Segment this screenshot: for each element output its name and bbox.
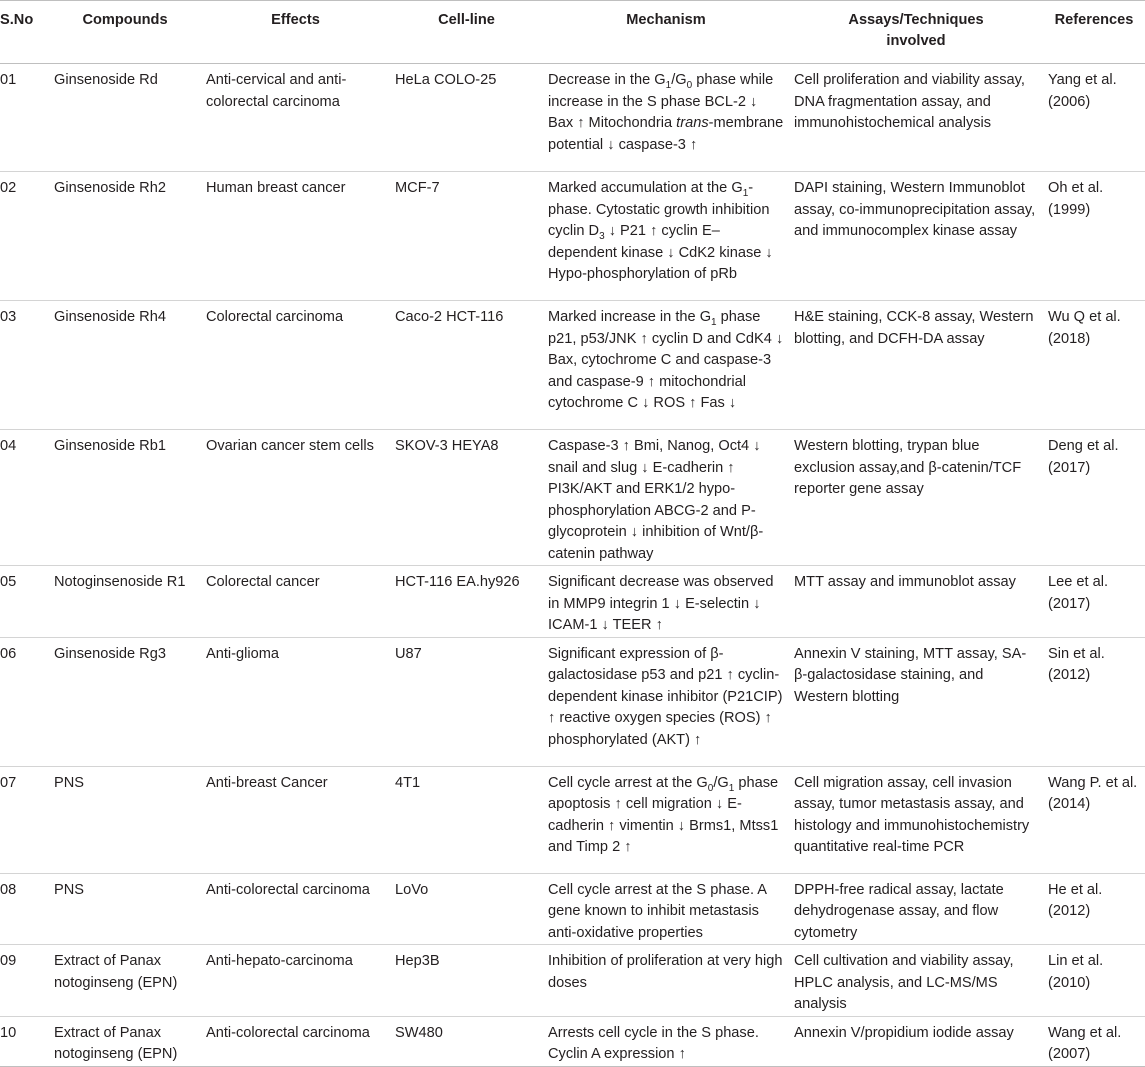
- cell-sno: 03: [0, 301, 49, 430]
- cell-compound: Ginsenoside Rd: [49, 64, 201, 172]
- cell-references: He et al. (2012): [1043, 873, 1145, 945]
- table-row: [0, 172, 1145, 301]
- cell-effects: Anti-hepato-carcinoma: [201, 945, 390, 1017]
- cell-sno: 04: [0, 430, 49, 566]
- cell-cell-line: 4T1: [390, 766, 543, 873]
- cell-references: Sin et al. (2012): [1043, 637, 1145, 766]
- cell-assays: Annexin V staining, MTT assay, SA-β-galactosidase staining, and Western blotting: [789, 637, 1043, 766]
- cell-effects: Colorectal cancer: [201, 566, 390, 638]
- cell-compound: Ginsenoside Rh2: [49, 172, 201, 301]
- cell-cell-line: Hep3B: [390, 945, 543, 1017]
- cell-effects: Anti-cervical and anti-colorectal carcinoma: [201, 64, 390, 172]
- cell-mechanism: Marked increase in the $G_1$ phase p21, p53/JNK ↑ cyclin D and CdK4 ↓ Bax, cytochrome C and caspase-3 and caspase-9 ↑ mitochondrial cytochrome C ↓ ROS ↑ Fas ↓: [543, 301, 789, 430]
- header-references: References: [1043, 1, 1145, 64]
- cell-mechanism: Significant expression of β-galactosidase p53 and p21 ↑ cyclin-dependent kinase inhibitor (P21CIP) ↑ reactive oxygen species (ROS) ↑ phosphorylated (AKT) ↑: [543, 637, 789, 766]
- cell-cell-line: U87: [390, 637, 543, 766]
- cell-effects: Human breast cancer: [201, 172, 390, 301]
- cell-sno: 02: [0, 172, 49, 301]
- cell-assays: Western blotting, trypan blue exclusion assay,and β-catenin/TCF reporter gene assay: [789, 430, 1043, 566]
- cell-references: Oh et al. (1999): [1043, 172, 1145, 301]
- cell-effects: Anti-colorectal carcinoma: [201, 1016, 390, 1066]
- cell-sno: 01: [0, 64, 49, 172]
- table-header: [0, 1, 1145, 64]
- header-compounds: Compounds: [49, 1, 201, 64]
- cell-cell-line: SW480: [390, 1016, 543, 1066]
- cell-references: Wu Q et al. (2018): [1043, 301, 1145, 430]
- cell-sno: 06: [0, 637, 49, 766]
- header-assays: [789, 1, 1043, 64]
- header-mechanism: Mechanism: [543, 1, 789, 64]
- cell-mechanism: Cell cycle arrest at the $G_0/G_1$ phase apoptosis ↑ cell migration ↓ E-cadherin ↑ vimentin ↓ Brms1, Mtss1 and Timp 2 ↑: [543, 766, 789, 873]
- cell-assays: Cell proliferation and viability assay, DNA fragmentation assay, and immunohistochemical analysis: [789, 64, 1043, 172]
- cell-mechanism: Significant decrease was observed in MMP9 integrin 1 ↓ E-selectin ↓ ICAM-1 ↓ TEER ↑: [543, 566, 789, 638]
- cell-cell-line: Caco-2 HCT-116: [390, 301, 543, 430]
- cell-cell-line: SKOV-3 HEYA8: [390, 430, 543, 566]
- header-assays-line1: Assays/Techniques: [848, 12, 984, 28]
- cell-references: Wang P. et al. (2014): [1043, 766, 1145, 873]
- cell-compound: Extract of Panax notoginseng (EPN): [49, 1016, 201, 1066]
- header-sno: S.No: [0, 1, 49, 64]
- cell-compound: Ginsenoside Rg3: [49, 637, 201, 766]
- cell-sno: 09: [0, 945, 49, 1017]
- table-row: [0, 64, 1145, 172]
- cell-assays: Annexin V/propidium iodide assay: [789, 1016, 1043, 1066]
- header-cell-line: Cell-line: [390, 1, 543, 64]
- cell-sno: 10: [0, 1016, 49, 1066]
- cell-references: Wang et al. (2007): [1043, 1016, 1145, 1066]
- cell-sno: 08: [0, 873, 49, 945]
- cell-effects: Anti-colorectal carcinoma: [201, 873, 390, 945]
- table-body: [0, 64, 1145, 1067]
- table-row: [0, 566, 1145, 638]
- table-row: [0, 945, 1145, 1017]
- header-assays-line2: involved: [886, 33, 946, 49]
- cell-references: Yang et al. (2006): [1043, 64, 1145, 172]
- cell-mechanism: Decrease in the $G_1/G_0$ phase while increase in the S phase BCL-2 ↓ Bax ↑ Mitochondria trans-membrane potential ↓ caspase-3 ↑: [543, 64, 789, 172]
- cell-sno: 05: [0, 566, 49, 638]
- cell-mechanism: Marked accumulation at the $G_1$-phase. Cytostatic growth inhibition cyclin $D_3$ ↓ P21 ↑ cyclin E–dependent kinase ↓ CdK2 kinase ↓ Hypo-phosphorylation of pRb: [543, 172, 789, 301]
- table-row: [0, 766, 1145, 873]
- cell-effects: Anti-breast Cancer: [201, 766, 390, 873]
- cell-assays: H&E staining, CCK-8 assay, Western blotting, and DCFH-DA assay: [789, 301, 1043, 430]
- cell-effects: Anti-glioma: [201, 637, 390, 766]
- cell-references: Lin et al. (2010): [1043, 945, 1145, 1017]
- cell-effects: Ovarian cancer stem cells: [201, 430, 390, 566]
- cell-references: Deng et al. (2017): [1043, 430, 1145, 566]
- table-row: [0, 301, 1145, 430]
- cell-mechanism: Cell cycle arrest at the S phase. A gene known to inhibit metastasis anti-oxidative properties: [543, 873, 789, 945]
- cell-assays: Cell migration assay, cell invasion assay, tumor metastasis assay, and histology and immunohistochemistry quantitative real-time PCR: [789, 766, 1043, 873]
- cell-compound: Ginsenoside Rh4: [49, 301, 201, 430]
- cell-compound: Ginsenoside Rb1: [49, 430, 201, 566]
- cell-effects: Colorectal carcinoma: [201, 301, 390, 430]
- cell-sno: 07: [0, 766, 49, 873]
- cell-cell-line: LoVo: [390, 873, 543, 945]
- cell-cell-line: HeLa COLO-25: [390, 64, 543, 172]
- header-effects: Effects: [201, 1, 390, 64]
- cell-mechanism: Inhibition of proliferation at very high doses: [543, 945, 789, 1017]
- cell-compound: PNS: [49, 873, 201, 945]
- cell-assays: MTT assay and immunoblot assay: [789, 566, 1043, 638]
- table-row: [0, 1016, 1145, 1066]
- cell-mechanism: Caspase-3 ↑ Bmi, Nanog, Oct4 ↓ snail and slug ↓ E-cadherin ↑ PI3K/AKT and ERK1/2 hypo-phosphorylation ABCG-2 and P-glycoprotein ↓ inhibition of Wnt/β-catenin pathway: [543, 430, 789, 566]
- table-row: [0, 430, 1145, 566]
- cell-compound: PNS: [49, 766, 201, 873]
- cell-assays: DPPH-free radical assay, lactate dehydrogenase assay, and flow cytometry: [789, 873, 1043, 945]
- table-row: [0, 873, 1145, 945]
- cell-cell-line: MCF-7: [390, 172, 543, 301]
- table-row: [0, 637, 1145, 766]
- cell-references: Lee et al. (2017): [1043, 566, 1145, 638]
- cell-assays: Cell cultivation and viability assay, HPLC analysis, and LC-MS/MS analysis: [789, 945, 1043, 1017]
- cell-assays: DAPI staining, Western Immunoblot assay, co-immunoprecipitation assay, and immunocomplex kinase assay: [789, 172, 1043, 301]
- cell-mechanism: Arrests cell cycle in the S phase. Cyclin A expression ↑: [543, 1016, 789, 1066]
- cell-compound: Extract of Panax notoginseng (EPN): [49, 945, 201, 1017]
- cell-compound: Notoginsenoside R1: [49, 566, 201, 638]
- cell-cell-line: HCT-116 EA.hy926: [390, 566, 543, 638]
